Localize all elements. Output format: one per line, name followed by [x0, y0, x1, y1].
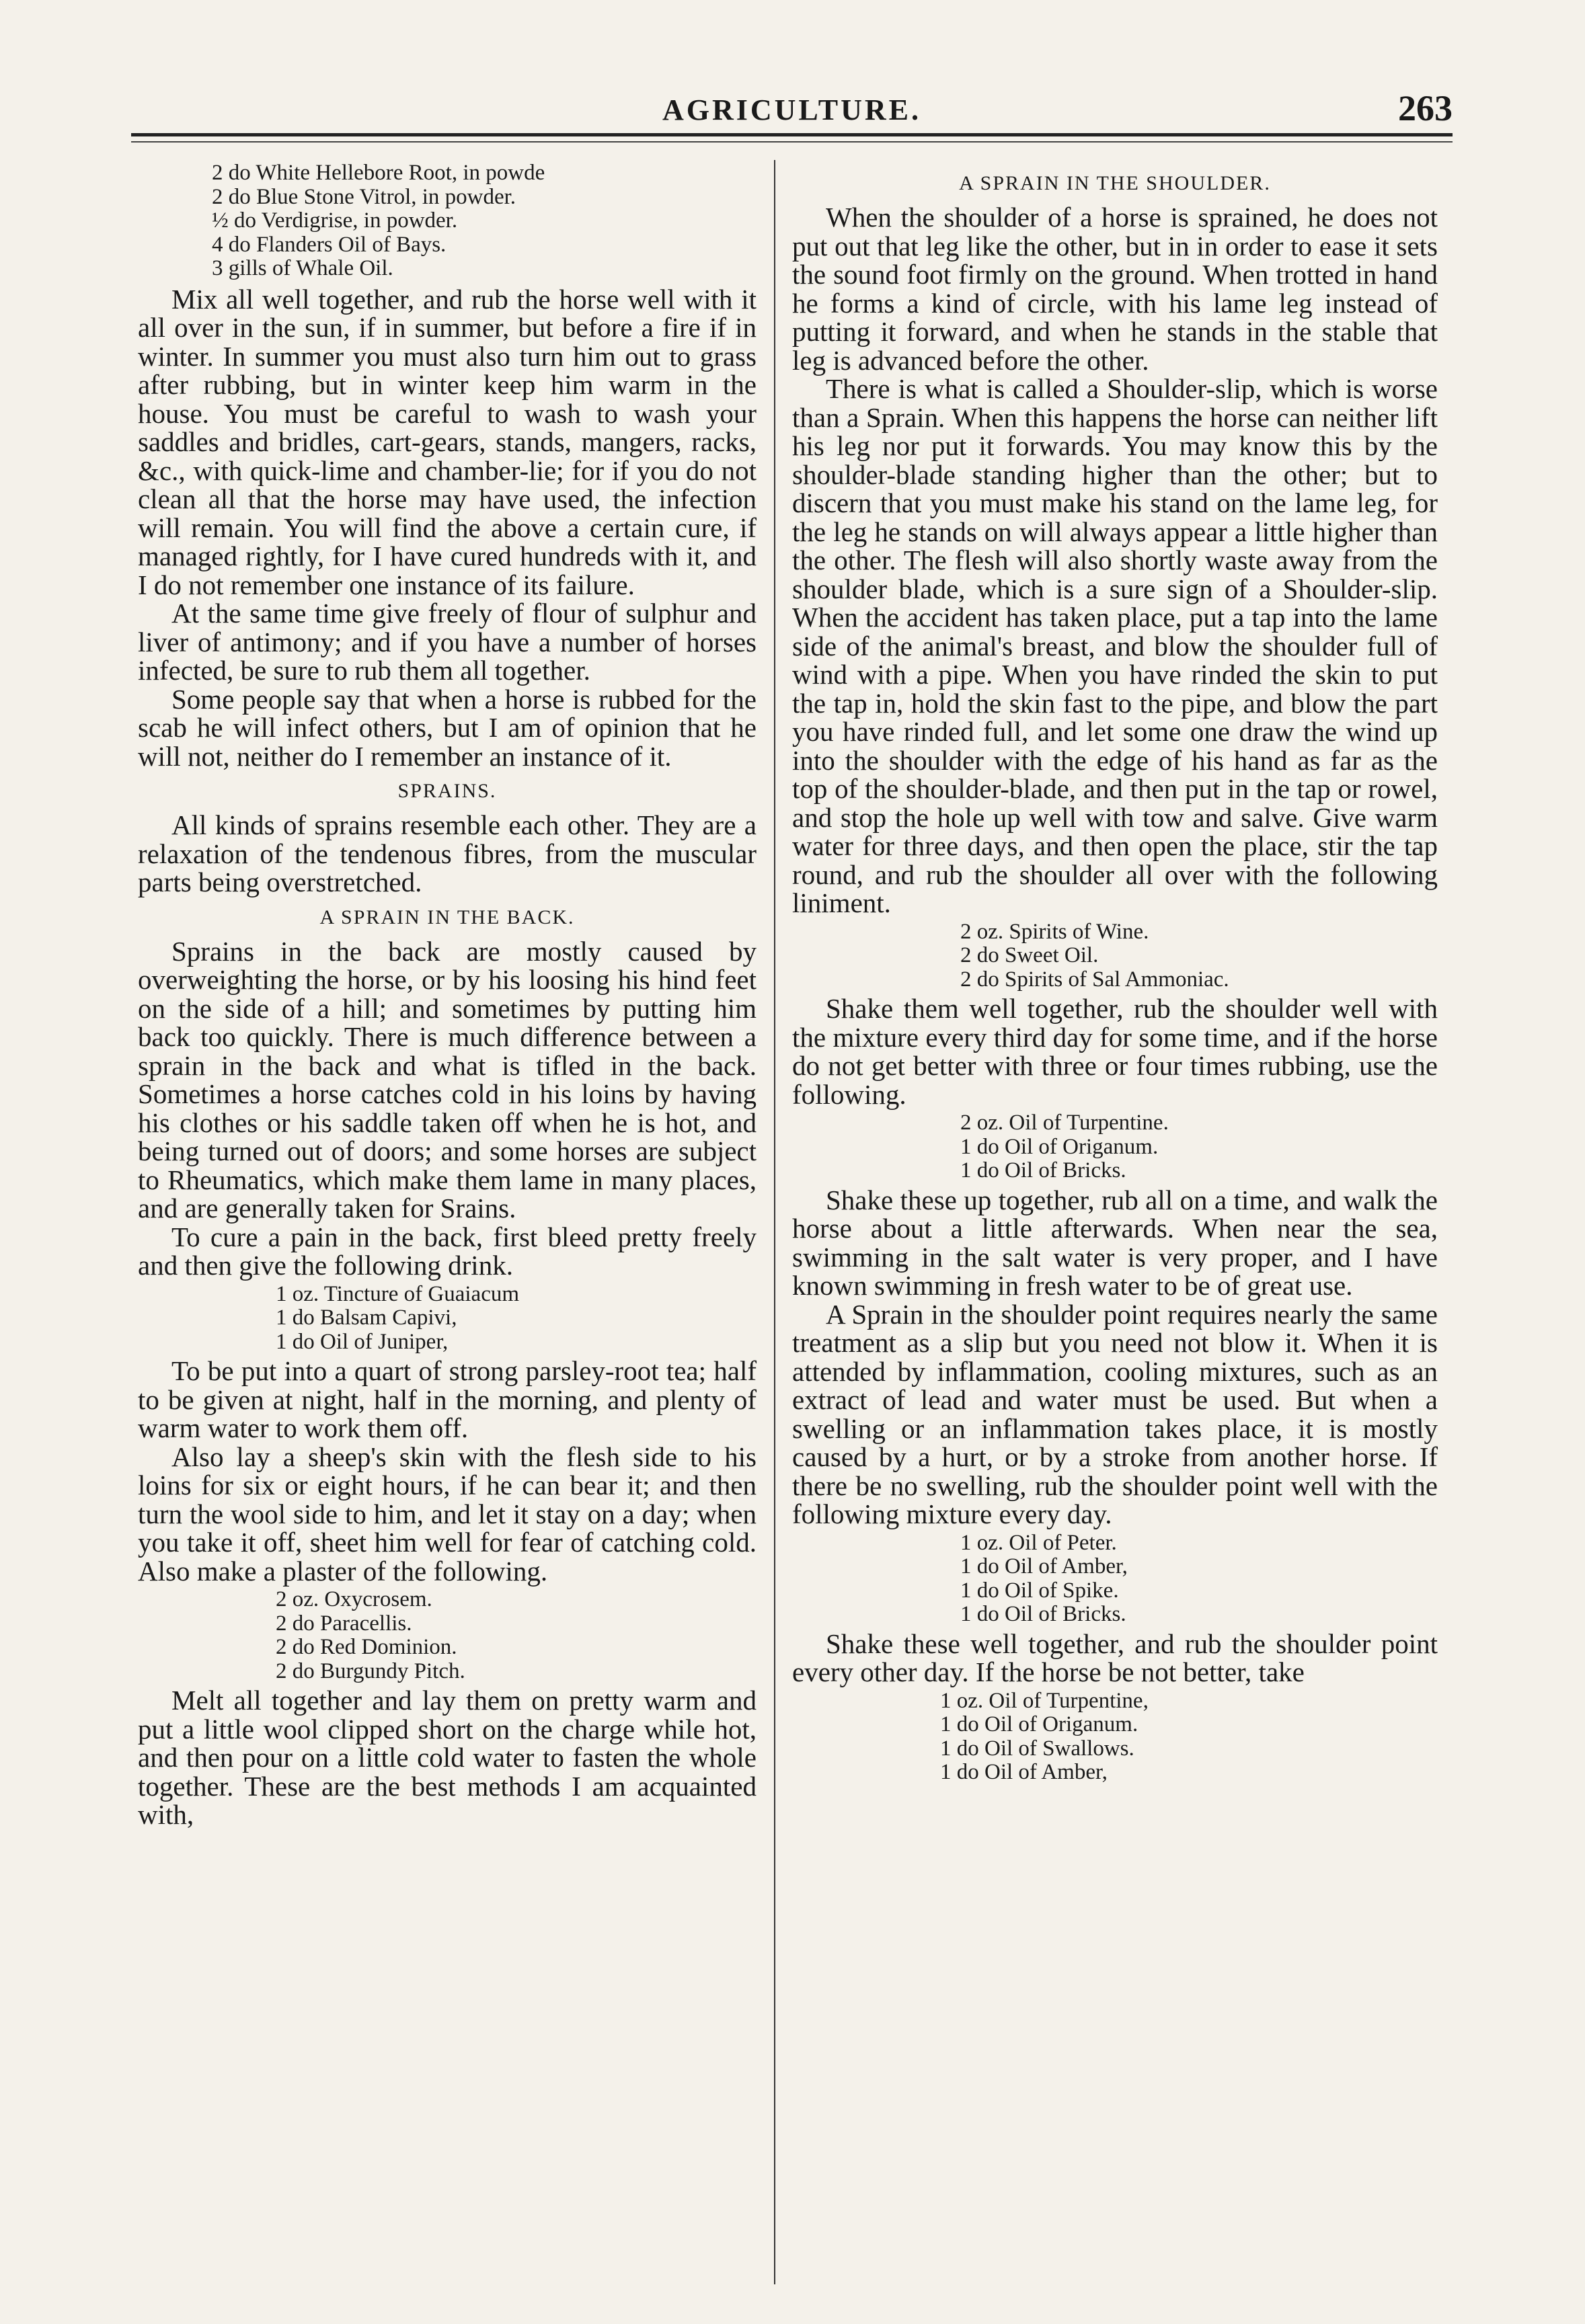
list-item: 1 do Oil of Juniper,: [276, 1329, 449, 1354]
list-item: 2 do Blue Stone Vitrol, in powder.: [212, 184, 516, 209]
list-item: 1 oz. Oil of Peter.: [960, 1530, 1117, 1555]
ingredient-list-1: [212, 161, 757, 281]
paragraph: At the same time give freely of flour of sulphur and liver of antimony; and if you have a number of horses infected, be sure to rub them all together.: [138, 598, 757, 686]
list-item: 3 gills of Whale Oil.: [212, 256, 393, 280]
list-item: 1 do Oil of Bricks.: [960, 1602, 1126, 1626]
list-item: 2 do Sweet Oil.: [960, 943, 1099, 967]
ingredient-list-3: [276, 1588, 757, 1683]
section-heading-sprain-back: A SPRAIN IN THE BACK.: [319, 906, 575, 928]
list-item: 1 do Balsam Capivi,: [276, 1306, 457, 1330]
ingredient-list-5: [960, 1111, 1438, 1183]
section-heading-sprains: SPRAINS.: [397, 780, 497, 802]
left-column: [138, 161, 757, 1829]
list-item: 1 do Oil of Origanum.: [940, 1712, 1138, 1736]
paragraph: Sprains in the back are mostly caused by overweighting the horse, or by his loosing his hind feet on the side of a hill; and sometimes by putting him back too quickly. There is much difference between a sprain in the back and what is tifled in the back. Sometimes a horse catches cold in his loins by having his clothes or his saddle taken off when he is hot, and being turned out of doors; and some horses are subject to Rheumatics, which make them lame in many places, and are generally taken for Srains.: [138, 935, 757, 1224]
list-item: 1 do Oil of Amber,: [940, 1760, 1108, 1784]
list-item: 1 do Oil of Spike.: [960, 1578, 1119, 1603]
section-heading-sprain-shoulder: A SPRAIN IN THE SHOULDER.: [959, 172, 1271, 194]
paragraph: When the shoulder of a horse is sprained, he does not put out that leg like the other, but in in order to ease it sets the sound foot firmly on the ground. When trotted in hand he forms a kind of circle, with his lame leg instead of putting it forward, and when he stands in the stable that leg is advanced before the other.: [792, 202, 1438, 376]
running-head: AGRICULTURE.: [662, 93, 921, 126]
list-item: 1 do Oil of Origanum.: [960, 1134, 1159, 1159]
header-rule: [131, 133, 1453, 136]
paragraph: Also lay a sheep's skin with the flesh side to his loins for six or eight hours, if he can bear it; and then turn the wool side to him, and let it stay on a day; when you take it off, sheet him well for fear of catching cold. Also make a plaster of the following.: [138, 1441, 757, 1587]
list-item: 2 do Paracellis.: [276, 1611, 412, 1636]
paragraph: Shake them well together, rub the shoulder well with the mixture every third day for some time, and if the horse do not get better with three or four times rubbing, use the following.: [792, 993, 1438, 1110]
paragraph: There is what is called a Shoulder-slip, which is worse than a Sprain. When this happens the horse can neither lift his leg nor put it forwards. You may know this by the shoulder-blade standing higher than the other; but to discern that you must make his stand on the lame leg, for the leg he stands on will always appear a little higher than the other. The flesh will also shortly waste away from the shoulder blade, which is a sure sign of a Shoulder-slip. When the accident has taken place, put a tap into the lame side of the animal's breast, and blow the shoulder full of wind with a pipe. When you have rinded the skin to put the tap in, hold the skin fast to the pipe, and blow the part you have rinded full, and let some one draw the wind up into the shoulder with the edge of his hand as far as the top of the shoulder-blade, and then put in the tap or rowel, and stop the hole up well with tow and salve. Give warm water for three days, and then open the place, stir the tap round, and rub the shoulder all over with the following liniment.: [792, 373, 1438, 918]
paragraph: Melt all together and lay them on pretty warm and put a little wool clipped short on the charge while hot, and then pour on a little cold water to fasten the whole together. These are the best methods I am acquainted with,: [138, 1685, 757, 1830]
list-item: 2 do White Hellebore Root, in powde: [212, 161, 545, 185]
list-item: 2 oz. Oxycrosem.: [276, 1587, 432, 1611]
ingredient-list-2: [276, 1283, 757, 1355]
list-item: 2 oz. Oil of Turpentine.: [960, 1111, 1169, 1135]
paragraph: Shake these up together, rub all on a time, and walk the horse about a little afterwards. When near the sea, swimming in the salt water is very proper, and I have known swimming in fresh water to be of great use.: [792, 1184, 1438, 1301]
list-item: 2 do Burgundy Pitch.: [276, 1658, 465, 1683]
list-item: 4 do Flanders Oil of Bays.: [212, 232, 447, 257]
column-divider: [774, 160, 775, 2284]
page-number: 263: [1398, 88, 1453, 128]
ingredient-list-4: [960, 920, 1438, 992]
header-rule-thin: [131, 141, 1453, 143]
ingredient-list-7: [940, 1689, 1438, 1785]
paragraph: Mix all well together, and rub the horse well with it all over in the sun, if in summer, but before a fire if in winter. In summer you must also turn him out to grass after rubbing, but in winter keep him warm in the house. You must be careful to wash to wash your saddles and bridles, cart-gears, stands, mangers, racks, &c., with quick-lime and chamber-lie; for if you do not clean all that the horse may have used, the infection will remain. You will find the above a certain cure, if managed rightly, for I have cured hundreds with it, and I do not remember one instance of its failure.: [138, 283, 757, 600]
paragraph: Some people say that when a horse is rubbed for the scab he will infect others, but I am of opinion that he will not, neither do I remember an instance of it.: [138, 683, 757, 772]
paragraph: To cure a pain in the back, first bleed pretty freely and then give the following drink.: [138, 1221, 757, 1281]
paragraph: All kinds of sprains resemble each other. They are a relaxation of the tendenous fibres, from the muscular parts being overstretched.: [138, 809, 757, 897]
list-item: ½ do Verdigrise, in powder.: [212, 208, 458, 233]
list-item: 1 do Oil of Swallows.: [940, 1736, 1134, 1761]
paragraph: Shake these well together, and rub the shoulder point every other day. If the horse be not better, take: [792, 1628, 1438, 1687]
list-item: 2 oz. Spirits of Wine.: [960, 919, 1149, 944]
list-item: 2 do Red Dominion.: [276, 1635, 457, 1659]
list-item: 1 oz. Tincture of Guaiacum: [276, 1281, 520, 1306]
paragraph: A Sprain in the shoulder point requires nearly the same treatment as a slip but you need not blow it. When it is attended by inflammation, cooling mixtures, such as an extract of lead and water must be used. But when a swelling or an inflammation takes place, it is mostly caused by a hurt, or by a stroke from another horse. If there be no swelling, rub the shoulder point well with the following mixture every day.: [792, 1298, 1438, 1529]
ingredient-list-6: [960, 1531, 1438, 1627]
list-item: 1 oz. Oil of Turpentine,: [940, 1688, 1149, 1713]
list-item: 1 do Oil of Amber,: [960, 1554, 1128, 1578]
paragraph: To be put into a quart of strong parsley-root tea; half to be given at night, half in the morning, and plenty of warm water to work them off.: [138, 1355, 757, 1443]
list-item: 1 do Oil of Bricks.: [960, 1158, 1126, 1183]
list-item: 2 do Spirits of Sal Ammoniac.: [960, 967, 1229, 992]
page-header: [131, 86, 1453, 133]
right-column: [792, 161, 1438, 1785]
